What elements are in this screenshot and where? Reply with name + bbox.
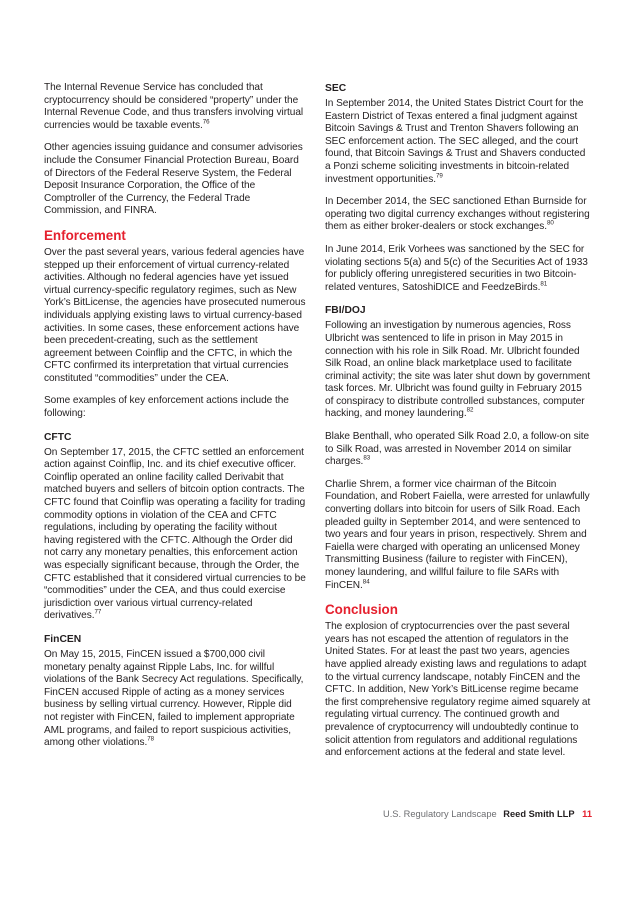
conclusion-paragraph: The explosion of cryptocurrencies over the past several years has not escaped the attention of regulators in the United States. For at least the past two years, agencies have applied already existing laws and regulations to adapt to the virtual currency landscape, notably FinCEN and the CFTC. In addition, New York’s BitLicense regime became the first comprehensive regulatory regime aimed squarely at regulating virtual currency. The continued growth and prevalence of cryptocurrency will undoubtedly continue to solicit attention from regulators and additional regulations and enforcement actions at the federal and state level. [325,621,591,759]
left-column [44,82,306,760]
right-column [325,82,591,770]
ulbricht-paragraph: Following an investigation by numerous agencies, Ross Ulbricht was sentenced to life in prison in May 2015 in connection with his role in Silk Road. Mr. Ulbricht founded Silk Road, an online black marketplace used to facilitate criminal activity; the site was later shut down by government task forces. Mr. Ulbricht was found guilty in February 2015 of conspiracy to distribute controlled substances, computer hacking, and money laundering.$^{82}$ [325,320,591,420]
agencies-paragraph: Other agencies issuing guidance and consumer advisories include the Consumer Financial Protection Bureau, Board of Directors of the Federal Reserve System, the Federal Deposit Insurance Corporation, the Office of the Comptroller of the Currency, the Federal Trade Commission, and FINRA. [44,142,303,217]
footnote-ref: 77 [94,609,102,617]
footnote-ref: 81 [540,280,548,288]
fbi-doj-heading: FBI/DOJ [325,305,366,317]
fincen-paragraph: On May 15, 2015, FinCEN issued a $700,000 civil monetary penalty against Ripple Labs, Inc. for willful violations of the Bank Secrecy Act regulations. Specifically, FinCEN accused Ripple of acting as a money services business by selling virtual currency. However, Ripple did not register with FinCEN, failed to implement appropriate AML programs, and failed to report suspicious activities, among other violations.$^{78}$ [44,648,304,749]
footnote-ref: 76 [202,118,210,126]
conclusion-heading: Conclusion [325,602,398,618]
cftc-heading: CFTC [44,431,72,443]
page-footer [383,809,592,819]
footnote-ref: 82 [466,407,474,415]
page-number: 11 [582,809,592,819]
footnote-ref: 80 [546,219,554,227]
footnote-ref: 79 [435,172,443,180]
footnote-ref: 83 [363,454,371,462]
footnote-ref: 84 [362,578,370,586]
footnote-ref: 78 [147,735,155,743]
footer-section-title: U.S. Regulatory Landscape [382,809,497,819]
irs-paragraph: The Internal Revenue Service has concluded that cryptocurrency should be considered “property” under the Internal Revenue Code, and thus transfers involving virtual currencies would be taxable events.$^{76}$ [44,82,304,131]
cftc-paragraph: On September 17, 2015, the CFTC settled an enforcement action against Coinflip, Inc. and its chief executive officer. Coinflip operated an online facility called Derivabit that matched buyers and sellers of bitcoin option contracts. The CFTC found that Coinflip was operating a facility for trading commodity options in violation of the CEA and CFTC regulations, including by operating the facility without having registered with the CFTC. Although the Order did not carry any monetary penalties, this enforcement action was especially significant because, through the Order, the CFTC established that it considered virtual currencies to be “commodities” under the CEA, and thus could exercise jurisdiction over various virtual currency-related derivatives.$^{77}$ [44,446,306,622]
benthall-paragraph: Blake Benthall, who operated Silk Road 2.0, a follow-on site to Silk Road, was arrested in November 2014 on similar charges.$^{83}$ [325,431,590,468]
examples-paragraph: Some examples of key enforcement actions include the following: [44,395,289,420]
enforcement-heading: Enforcement [44,227,126,243]
sec-heading: SEC [325,83,347,94]
enforcement-paragraph: Over the past several years, various federal agencies have stepped up their enforcement of virtual currency-related activities. Although no federal agencies have yet issued virtual currency-specific regulatory regimes, such as New York’s BitLicense, the agencies have prosecuted numerous individuals applying existing laws to virtual currency-based activities. In some cases, these enforcement actions have been precedent-creating, such as the settlement agreement between Coinflip and the CFTC, in which the CFTC confirmed its interpretation that virtual currencies constituted “commodities” under the CEA. [44,246,306,384]
sec-burnside-paragraph: In December 2014, the SEC sanctioned Ethan Burnside for operating two digital currency exchanges without registering them as either broker-dealers or stock exchanges.$^{80}$ [325,196,590,233]
sec-vorhees-paragraph: In June 2014, Erik Vorhees was sanctioned by the SEC for violating sections 5(a) and 5(c) of the Securities Act of 1933 for publicly offering unregistered securities in two Bitcoin-related ventures, SatoshiDICE and FeedzeBirds.$^{81}$ [325,243,588,293]
footer-firm-name: Reed Smith LLP [503,809,575,819]
fincen-heading: FinCEN [44,633,82,645]
shrem-faiella-paragraph: Charlie Shrem, a former vice chairman of the Bitcoin Foundation, and Robert Faiella, were arrested for unlawfully converting dollars into bitcoin for users of Silk Road. Each pleaded guilty in September 2014, and were sentenced to two years and four years in prison, respectively. Shrem and Faiella were charged with operating an unlicensed Money Transmitting Business (failure to register with FinCEN), money laundering, and willful failure to file SARs with FinCEN.$^{84}$ [325,478,590,591]
sec-bitcoin-savings-paragraph: In September 2014, the United States District Court for the Eastern District of Texas entered a final judgment against Bitcoin Savings & Trust and Trenton Shavers following an SEC enforcement action. The SEC alleged, and the court found, that Bitcoin Savings & Trust and Shavers conducted a Ponzi scheme soliciting investments in bitcoin-related investment opportunities.$^{79}$ [325,98,586,185]
